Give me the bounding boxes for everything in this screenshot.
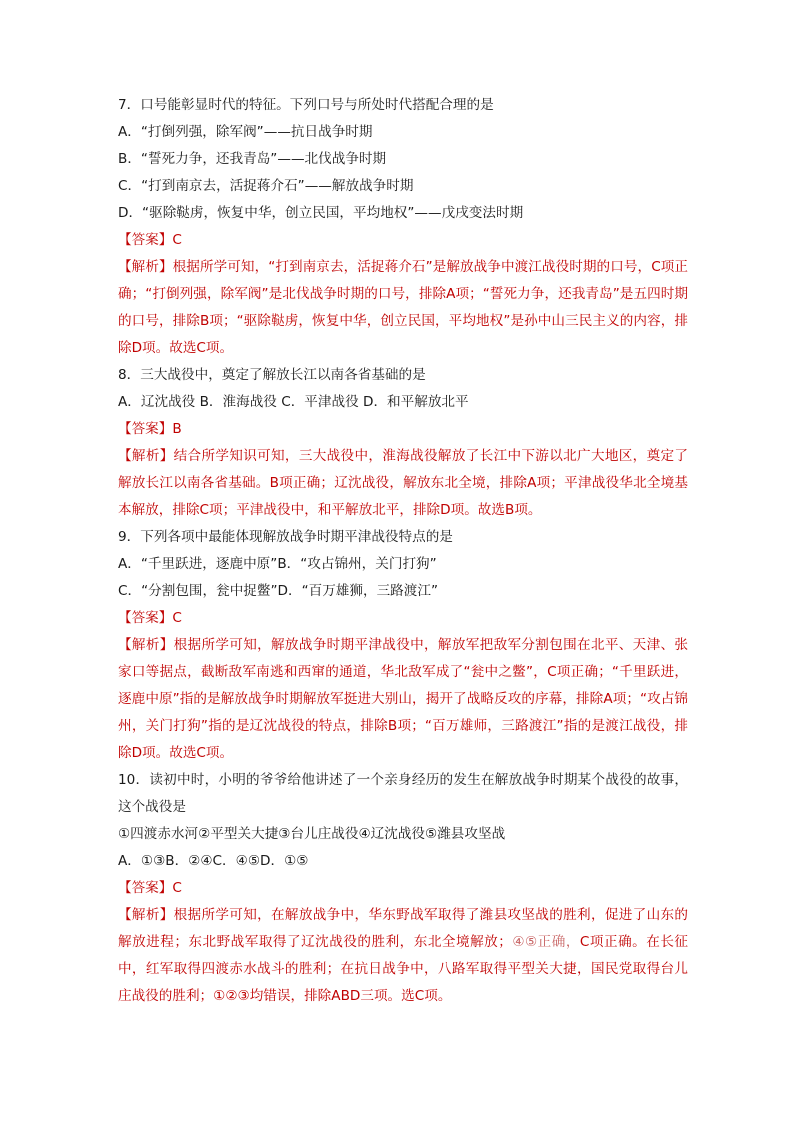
question-10-analysis-part-2: C项正确。在长征中，红军取得四渡赤水战斗的胜利；在抗日战争中，八路军取得平型关大捷，国民党取得台儿庄战役的胜利；①②③均错误，排除ABD三项。选C项。 (118, 934, 688, 1004)
question-7-option-a: A．“打倒列强，除军阀”——抗日战争时期 (118, 124, 373, 140)
question-8-answer: 【答案】B (118, 421, 182, 437)
question-10-analysis-highlight: ④⑤正确， (511, 934, 580, 950)
question-8-options: A．辽沈战役 B．淮海战役 C．平津战役 D．和平解放北平 (118, 394, 469, 410)
question-10-answer: 【答案】C (118, 880, 182, 896)
question-10-analysis (118, 902, 688, 1010)
question-7-option-d: D．“驱除鞑虏，恢复中华，创立民国，平均地权”——戊戌变法时期 (118, 205, 524, 221)
question-8-stem: 8．三大战役中，奠定了解放长江以南各省基础的是 (118, 367, 426, 383)
question-7-option-c: C．“打到南京去，活捉蒋介石”——解放战争时期 (118, 178, 414, 194)
question-7-option-b: B．“誓死力争，还我青岛”——北伐战争时期 (118, 151, 387, 167)
question-9-options-ab: A．“千里跃进，逐鹿中原”B．“攻占锦州，关门打狗” (118, 556, 437, 572)
question-9-answer: 【答案】C (118, 610, 182, 626)
question-10-analysis-part-1: 【解析】根据所学可知，在解放战争中，华东野战军取得了潍县攻坚战的胜利，促进了山东的解放进程；东北野战军取得了辽沈战役的胜利，东北全境解放； (118, 907, 688, 950)
question-9-stem: 9．下列各项中最能体现解放战争时期平津战役特点的是 (118, 529, 453, 545)
question-7-answer: 【答案】C (118, 232, 182, 248)
question-10-options: A．①③B．②④C．④⑤D．①⑤ (118, 853, 309, 869)
question-10-items: ①四渡赤水河②平型关大捷③台儿庄战役④辽沈战役⑤潍县攻坚战 (118, 826, 506, 842)
question-7-analysis: 【解析】根据所学可知，“打到南京去，活捉蒋介石”是解放战争中渡江战役时期的口号，C项正确；“打倒列强，除军阀”是北伐战争时期的口号，排除A项；“誓死力争，还我青岛”是五四时期的口号，排除B项；“驱除鞑虏，恢复中华，创立民国，平均地权”是孙中山三民主义的内容，排除D项。故选C项。 (118, 259, 688, 356)
question-9-analysis: 【解析】根据所学可知，解放战争时期平津战役中，解放军把敌军分割包围在北平、天津、张家口等据点，截断敌军南逃和西窜的通道，华北敌军成了“瓮中之鳖”，C项正确；“千里跃进，逐鹿中原”指的是解放战争时期解放军挺进大别山，揭开了战略反攻的序幕，排除A项；“攻占锦州，关门打狗”指的是辽沈战役的特点，排除B项；“百万雄师，三路渡江”指的是渡江战役，排除D项。故选C项。 (118, 637, 688, 761)
question-9-options-cd: C．“分割包围，瓮中捉鳖”D．“百万雄狮，三路渡江” (118, 583, 439, 599)
question-10-stem: 10．读初中时，小明的爷爷给他讲述了一个亲身经历的发生在解放战争时期某个战役的故事，这个战役是 (118, 772, 688, 815)
question-8-analysis: 【解析】结合所学知识可知，三大战役中，淮海战役解放了长江中下游以北广大地区，奠定了解放长江以南各省基础。B项正确；辽沈战役，解放东北全境，排除A项；平津战役华北全境基本解放，排除C项；平津战役中，和平解放北平，排除D项。故选B项。 (118, 448, 688, 518)
document-page (118, 92, 688, 1010)
question-7-stem: 7．口号能彰显时代的特征。下列口号与所处时代搭配合理的是 (118, 97, 494, 113)
